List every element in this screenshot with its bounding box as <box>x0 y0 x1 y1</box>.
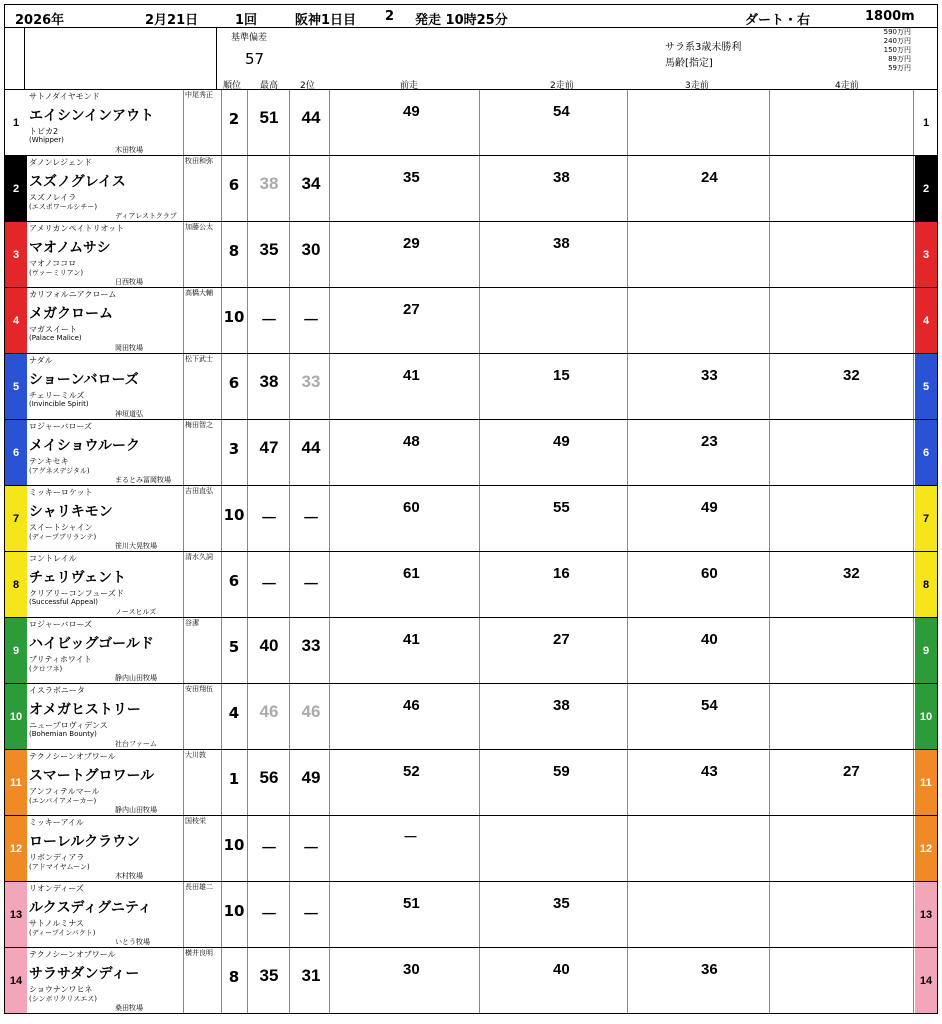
horse-number-left: 13 <box>5 882 27 947</box>
owner: 木村牧場 <box>115 872 143 880</box>
horse-row <box>4 420 938 486</box>
owner: いとう牧場 <box>115 938 150 946</box>
race-prev2[interactable] <box>481 883 631 946</box>
best-score: 38 <box>259 174 279 193</box>
dam: マオノココロ <box>29 259 77 268</box>
r1-score: 51 <box>403 895 420 912</box>
race-prev3[interactable] <box>629 157 779 220</box>
horse-row <box>4 552 938 618</box>
broodmare-sire: (Palace Malice) <box>29 334 82 342</box>
dam: トビカ2 <box>29 127 59 136</box>
broodmare-sire: (ヴァーミリアン) <box>29 269 84 277</box>
race-prev1[interactable] <box>331 553 481 616</box>
race-prev1[interactable] <box>331 421 481 484</box>
jockey: 吉田直弘 <box>185 487 213 495</box>
start-time: 発走 10時25分 <box>415 13 508 28</box>
race-prev1[interactable] <box>331 817 481 880</box>
best-score: － <box>260 311 278 330</box>
condition: サラ系3歳未勝利 <box>665 42 742 53</box>
r3-score: 24 <box>701 169 718 186</box>
col-r1: 前走 <box>400 81 419 91</box>
horse-number-right: 14 <box>915 948 937 1013</box>
horse-number-right: 11 <box>915 750 937 815</box>
horse-number-right: 7 <box>915 486 937 551</box>
owner: 静内山田牧場 <box>115 674 157 682</box>
horse-name[interactable]: スマートグロワール <box>29 768 155 784</box>
race-prev1[interactable] <box>331 91 481 154</box>
horse-number-left: 4 <box>5 288 27 353</box>
race-prev3[interactable] <box>629 751 779 814</box>
sire: イスラボニータ <box>29 686 85 695</box>
race-prev1[interactable] <box>331 157 481 220</box>
race-prev3[interactable] <box>629 223 779 286</box>
dam: マガスイート <box>29 325 77 334</box>
horse-number-right: 12 <box>915 816 937 881</box>
best-score: － <box>260 839 278 858</box>
best-score: 40 <box>259 636 279 655</box>
race-prev3[interactable] <box>629 949 779 1012</box>
r2-score: 55 <box>553 499 570 516</box>
owner: ディアレストクラブ <box>115 212 177 220</box>
second-score: － <box>302 839 320 858</box>
dam: チェリーミルズ <box>29 391 85 400</box>
col-rank: 順位 <box>223 81 242 91</box>
condition2: 馬齢[指定] <box>665 58 713 69</box>
race-prev1[interactable] <box>331 355 481 418</box>
horse-number-right: 5 <box>915 354 937 419</box>
r3-score: 40 <box>701 631 718 648</box>
rank: 6 <box>228 374 240 392</box>
col-r4: 4走前 <box>835 81 859 91</box>
r4-score: 32 <box>843 565 860 582</box>
r1-score: 46 <box>403 697 420 714</box>
sire: カリフォルニアクローム <box>29 290 117 299</box>
race-prev2[interactable] <box>481 355 631 418</box>
race-prev4[interactable] <box>771 685 921 748</box>
rank: 10 <box>223 308 245 326</box>
r4-score: 32 <box>843 367 860 384</box>
r1-score: 61 <box>403 565 420 582</box>
r2-score: 16 <box>553 565 570 582</box>
distance: 1800m <box>865 9 915 24</box>
horse-row <box>4 618 938 684</box>
jockey: 高橋大輔 <box>185 289 213 297</box>
broodmare-sire: (ディープインパクト) <box>29 929 96 937</box>
broodmare-sire: (エスポワールシチー) <box>29 203 98 211</box>
best-score: 38 <box>259 372 279 391</box>
rank: 6 <box>228 572 240 590</box>
sire: ダノンレジェンド <box>29 158 92 167</box>
sire: テクノシーンオブワール <box>29 950 116 959</box>
race-prev2[interactable] <box>481 553 631 616</box>
second-score: 49 <box>301 768 321 787</box>
horse-name[interactable]: ショーンバローズ <box>29 372 139 388</box>
horse-row <box>4 948 938 1014</box>
col-r3: 3走前 <box>685 81 709 91</box>
prize-list: 590万円 240万円 150万円 89万円 59万円 <box>883 28 911 72</box>
owner: 岡田牧場 <box>115 344 143 352</box>
horse-number-right: 13 <box>915 882 937 947</box>
second-score: － <box>302 509 320 528</box>
r1-score: 27 <box>403 301 420 318</box>
race-prev2[interactable] <box>481 91 631 154</box>
best-score: 35 <box>259 966 279 985</box>
race-prev1[interactable] <box>331 685 481 748</box>
race-prev3[interactable] <box>629 421 779 484</box>
race-prev1[interactable] <box>331 751 481 814</box>
r1-score: 52 <box>403 763 420 780</box>
horse-number-left: 2 <box>5 156 27 221</box>
best-score: － <box>260 509 278 528</box>
jockey: 牧田和弥 <box>185 157 213 165</box>
horse-number-right: 1 <box>915 90 937 155</box>
horse-row <box>4 486 938 552</box>
horse-number-left: 8 <box>5 552 27 617</box>
race-number: 2 <box>385 9 395 24</box>
r2-score: 35 <box>553 895 570 912</box>
race-header <box>4 4 938 28</box>
rank: 8 <box>228 968 240 986</box>
sire: ロジャーバローズ <box>29 620 93 629</box>
horse-number-left: 7 <box>5 486 27 551</box>
race-prev2[interactable] <box>481 685 631 748</box>
race-prev3[interactable] <box>629 685 779 748</box>
broodmare-sire: (Whipper) <box>29 136 64 144</box>
horse-number-right: 4 <box>915 288 937 353</box>
race-prev4[interactable] <box>771 619 921 682</box>
second-score: － <box>302 905 320 924</box>
horse-number-left: 6 <box>5 420 27 485</box>
horse-number-right: 3 <box>915 222 937 287</box>
second-score: 46 <box>301 702 321 721</box>
race-prev2[interactable] <box>481 487 631 550</box>
r3-score: 33 <box>701 367 718 384</box>
horse-row <box>4 882 938 948</box>
sire: ミッキーアイル <box>29 818 84 827</box>
horse-name[interactable]: エイシンインアウト <box>29 108 154 124</box>
horse-name[interactable]: ハイビッグゴールド <box>29 636 154 652</box>
race-prev2[interactable] <box>481 157 631 220</box>
owner: 木田牧場 <box>115 146 143 154</box>
second-score: 44 <box>301 108 321 127</box>
race-prev4[interactable] <box>771 553 921 616</box>
broodmare-sire: (Successful Appeal) <box>29 598 98 606</box>
race-prev3[interactable] <box>629 619 779 682</box>
race-prev1[interactable] <box>331 619 481 682</box>
sire: サトノダイヤモンド <box>29 92 100 101</box>
dam: ブリティホワイト <box>29 655 92 664</box>
broodmare-sire: (アグネスデジタル) <box>29 467 90 475</box>
sire: テクノシーンオブワール <box>29 752 116 761</box>
race-prev2[interactable] <box>481 421 631 484</box>
r3-score: 49 <box>701 499 718 516</box>
race-prev3[interactable] <box>629 883 779 946</box>
horse-name[interactable]: スズノグレイス <box>29 174 126 190</box>
horse-number-right: 6 <box>915 420 937 485</box>
horse-number-left: 3 <box>5 222 27 287</box>
race-prev4[interactable] <box>771 883 921 946</box>
owner: 社台ファーム <box>115 740 157 748</box>
venue: 阪神1日目 <box>295 13 357 28</box>
broodmare-sire: (エンパイアメーカー) <box>29 797 97 805</box>
rank: 1 <box>228 770 240 788</box>
rank: 8 <box>228 242 240 260</box>
horse-name[interactable]: メイショウルーク <box>29 438 141 454</box>
horse-number-left: 11 <box>5 750 27 815</box>
broodmare-sire: (アドマイヤムーン) <box>29 863 90 871</box>
r1-score: 29 <box>403 235 420 252</box>
r1-score: 30 <box>403 961 420 978</box>
horse-row <box>4 684 938 750</box>
rank: 2 <box>228 110 240 128</box>
horse-number-right: 2 <box>915 156 937 221</box>
jockey: 谷潔 <box>185 619 199 627</box>
owner: 静内山田牧場 <box>115 806 157 814</box>
race-prev3[interactable] <box>629 91 779 154</box>
horse-name[interactable]: オメガヒストリー <box>29 702 141 718</box>
sire: アメリカンペイトリオット <box>29 224 125 233</box>
jockey: 松下武士 <box>185 355 213 363</box>
r1-score: 41 <box>403 367 420 384</box>
owner: ノースヒルズ <box>115 608 157 616</box>
race-prev1[interactable] <box>331 487 481 550</box>
race-prev1[interactable] <box>331 289 481 352</box>
rank: 3 <box>228 440 240 458</box>
broodmare-sire: (クロフネ) <box>29 665 63 673</box>
rank: 5 <box>228 638 240 656</box>
second-score: － <box>302 575 320 594</box>
race-prev4[interactable] <box>771 421 921 484</box>
owner: 笹川大晃牧場 <box>115 542 157 550</box>
horse-row <box>4 354 938 420</box>
r3-score: 54 <box>701 697 718 714</box>
jockey: 横井良明 <box>185 949 213 957</box>
r3-score: 23 <box>701 433 718 450</box>
horse-number-left: 12 <box>5 816 27 881</box>
race-prev2[interactable] <box>481 289 631 352</box>
best-score: － <box>260 575 278 594</box>
rank: 6 <box>228 176 240 194</box>
jockey: 大川敦 <box>185 751 206 759</box>
rank: 10 <box>223 902 245 920</box>
r3-score: 60 <box>701 565 718 582</box>
race-prev2[interactable] <box>481 619 631 682</box>
dam: サトノルミナス <box>29 919 84 928</box>
r2-score: 49 <box>553 433 570 450</box>
horse-name[interactable]: シャリキモン <box>29 504 113 520</box>
broodmare-sire: (ディープブリランテ) <box>29 533 97 541</box>
col-best: 最高 <box>260 81 279 91</box>
second-score: 33 <box>301 636 321 655</box>
r1-score: － <box>403 829 419 846</box>
r2-score: 27 <box>553 631 570 648</box>
year: 2026年 <box>15 13 65 28</box>
sire: コントレイル <box>29 554 77 563</box>
second-score: 30 <box>301 240 321 259</box>
race-prev3[interactable] <box>629 289 779 352</box>
horse-name[interactable]: ローレルクラウン <box>29 834 141 850</box>
race-prev2[interactable] <box>481 949 631 1012</box>
col-second: 2位 <box>300 81 315 91</box>
second-score: 44 <box>301 438 321 457</box>
horse-number-left: 9 <box>5 618 27 683</box>
horse-row <box>4 816 938 882</box>
second-score: － <box>302 311 320 330</box>
dam: ニュープロヴィデンス <box>29 721 108 730</box>
race-prev4[interactable] <box>771 157 921 220</box>
horse-name[interactable]: メガクローム <box>29 306 113 322</box>
rank: 10 <box>223 506 245 524</box>
race-prev4[interactable] <box>771 289 921 352</box>
best-score: 56 <box>259 768 279 787</box>
best-score: － <box>260 905 278 924</box>
horse-row <box>4 222 938 288</box>
sire: ミッキーロケット <box>29 488 93 497</box>
best-score: 47 <box>259 438 279 457</box>
r4-score: 27 <box>843 763 860 780</box>
r3-score: 36 <box>701 961 718 978</box>
horse-number-left: 5 <box>5 354 27 419</box>
date: 2月21日 <box>145 13 199 28</box>
owner: 日西牧場 <box>115 278 143 286</box>
sub-header <box>4 28 938 90</box>
broodmare-sire: (シンボリクリスエス) <box>29 995 98 1003</box>
dam: クリアリーコンフューズド <box>29 589 124 598</box>
best-score: 35 <box>259 240 279 259</box>
horse-number-right: 10 <box>915 684 937 749</box>
race-prev1[interactable] <box>331 883 481 946</box>
dam: スズノレイラ <box>29 193 77 202</box>
horse-row <box>4 750 938 816</box>
horse-name[interactable]: ルクスディグニティ <box>29 900 152 916</box>
r1-score: 48 <box>403 433 420 450</box>
r2-score: 38 <box>553 169 570 186</box>
horse-number-left: 10 <box>5 684 27 749</box>
dam: ショウナンワヒネ <box>29 985 93 994</box>
race-prev3[interactable] <box>629 487 779 550</box>
col-r2: 2走前 <box>550 81 574 91</box>
r2-score: 38 <box>553 697 570 714</box>
r1-score: 41 <box>403 631 420 648</box>
race-prev1[interactable] <box>331 223 481 286</box>
race-prev4[interactable] <box>771 487 921 550</box>
race-prev2[interactable] <box>481 751 631 814</box>
track: ダート・右 <box>745 13 811 28</box>
broodmare-sire: (Bohemian Bounty) <box>29 730 97 738</box>
race-prev4[interactable] <box>771 949 921 1012</box>
sire: リオンディーズ <box>29 884 84 893</box>
horse-row <box>4 288 938 354</box>
owner: まるとみ冨岡牧場 <box>115 476 171 484</box>
race-prev3[interactable] <box>629 817 779 880</box>
horse-name[interactable]: チェリヴェント <box>29 570 127 586</box>
r2-score: 40 <box>553 961 570 978</box>
kai: 1回 <box>235 13 258 28</box>
dam: リボンディアラ <box>29 853 85 862</box>
jockey: 国枝栄 <box>185 817 206 825</box>
r1-score: 60 <box>403 499 420 516</box>
r2-score: 38 <box>553 235 570 252</box>
horse-number-left: 14 <box>5 948 27 1013</box>
r1-score: 35 <box>403 169 420 186</box>
rank: 10 <box>223 836 245 854</box>
horse-row <box>4 90 938 156</box>
race-prev4[interactable] <box>771 91 921 154</box>
r2-score: 54 <box>553 103 570 120</box>
horse-row <box>4 156 938 222</box>
owner: 桑田牧場 <box>115 1004 143 1012</box>
dam: アンフィテルマール <box>29 787 100 796</box>
r1-score: 49 <box>403 103 420 120</box>
second-score: 31 <box>301 966 321 985</box>
race-prev3[interactable] <box>629 553 779 616</box>
horse-number-right: 9 <box>915 618 937 683</box>
rank: 4 <box>228 704 240 722</box>
owner: 神垣道弘 <box>115 410 143 418</box>
race-prev1[interactable] <box>331 949 481 1012</box>
dam: スイートシャイン <box>29 523 93 532</box>
base-value: 57 <box>245 50 265 68</box>
jockey: 梅田智之 <box>185 421 213 429</box>
horse-number-right: 8 <box>915 552 937 617</box>
jockey: 長田雄二 <box>185 883 213 891</box>
jockey: 加藤公太 <box>185 223 213 231</box>
race-prev2[interactable] <box>481 817 631 880</box>
jockey: 中尾秀正 <box>185 91 213 99</box>
race-prev4[interactable] <box>771 751 921 814</box>
race-prev2[interactable] <box>481 223 631 286</box>
sire: ナダル <box>29 356 53 365</box>
race-prev4[interactable] <box>771 355 921 418</box>
race-prev3[interactable] <box>629 355 779 418</box>
r3-score: 43 <box>701 763 718 780</box>
broodmare-sire: (Invincible Spirit) <box>29 400 89 408</box>
second-score: 34 <box>301 174 321 193</box>
second-score: 33 <box>301 372 321 391</box>
race-prev4[interactable] <box>771 817 921 880</box>
r2-score: 59 <box>553 763 570 780</box>
jockey: 清水久詞 <box>185 553 213 561</box>
best-score: 51 <box>259 108 279 127</box>
horse-number-left: 1 <box>5 90 27 155</box>
best-score: 46 <box>259 702 279 721</box>
race-prev4[interactable] <box>771 223 921 286</box>
dam: テンキセキ <box>29 457 69 466</box>
jockey: 安田翔伍 <box>185 685 213 693</box>
r2-score: 15 <box>553 367 570 384</box>
sire: ロジャーバローズ <box>29 422 93 431</box>
base-label: 基準偏差 <box>231 33 268 43</box>
horse-name[interactable]: サラサダンディー <box>29 966 140 982</box>
horse-name[interactable]: マオノムサシ <box>29 240 111 256</box>
